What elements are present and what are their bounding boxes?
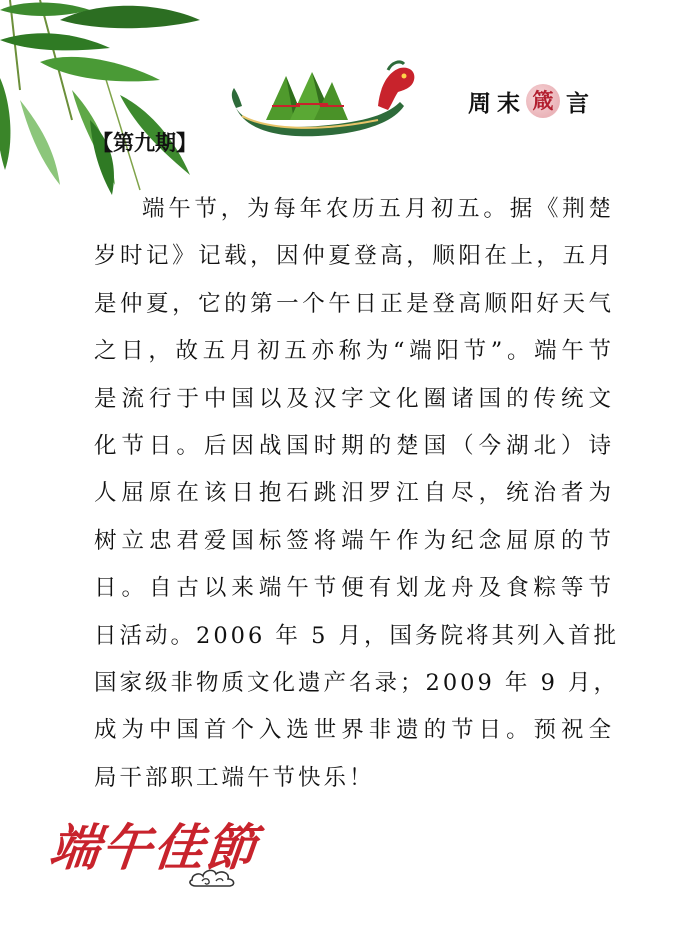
festival-calligraphy: 端午佳節 [46,818,261,877]
article-line: 国家级非物质文化遗产名录；2009 年 9 月， [94,669,620,696]
article-line: 局干部职工端午节快乐！ [94,764,375,791]
article-line: 人屈原在该日抱石跳汨罗江自尽，统治者为 [94,480,614,507]
dragon-boat-icon [228,58,418,138]
article-body [94,186,620,802]
article-line: 端午节，为每年农历五月初五。据《荆楚 [142,196,614,222]
column-title [468,84,595,118]
article-line: 岁时记》记载，因仲夏登高，顺阳在上，五月 [94,243,614,270]
article-line: 成为中国首个入选世界非遗的节日。预祝全 [94,717,614,744]
column-title-suffix: 言 [566,90,595,117]
article-line: 化节日。后因战国时期的楚国（今湖北）诗 [94,432,614,459]
article-line: 是流行于中国以及汉字文化圈诸国的传统文 [94,385,614,412]
column-title-prefix: 周末 [468,90,526,117]
article-line: 树立忠君爱国标签将端午作为纪念屈原的节 [94,527,614,554]
issue-label: 【第九期】 [92,131,197,155]
auspicious-cloud-icon [188,866,238,888]
column-title-seal: 箴 [526,84,560,118]
article-line: 之日，故五月初五亦称为“端阳节”。端午节 [94,338,614,365]
article-line: 是仲夏，它的第一个午日正是登高顺阳好天气 [94,290,614,317]
article-line: 日活动。2006 年 5 月，国务院将其列入首批 [94,622,620,649]
bamboo-leaves-icon [0,0,210,200]
article-line: 日。自古以来端午节便有划龙舟及食粽等节 [94,575,614,602]
